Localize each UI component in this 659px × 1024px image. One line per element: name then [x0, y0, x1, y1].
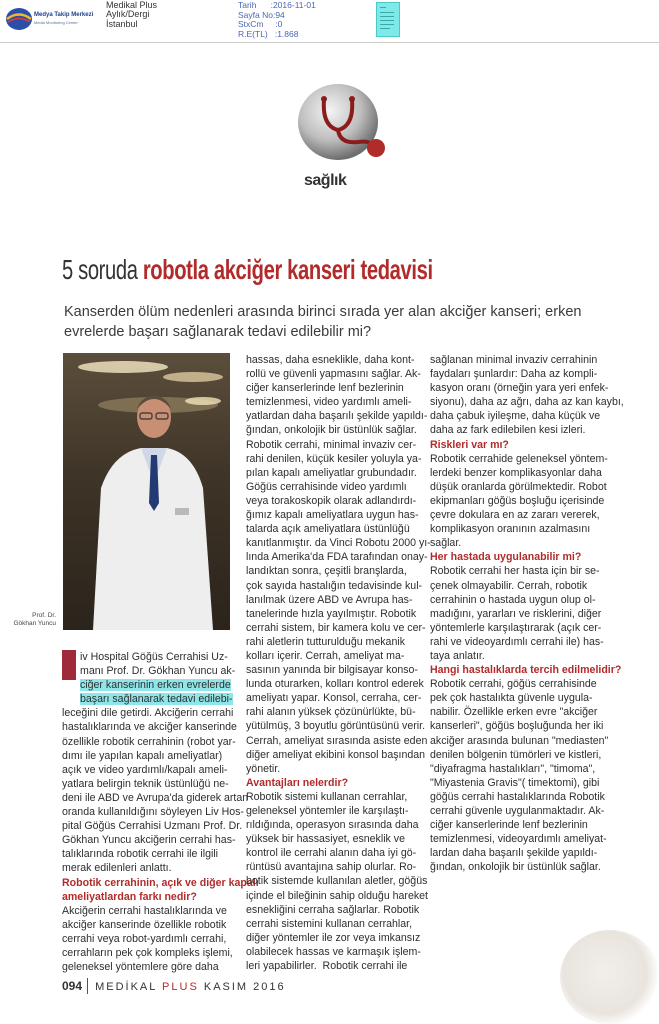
answer-5: Robotik cerrahi, göğüs cerrahisinde pek çok hastalıkta güvenle uygula- nabilir. Özellikle erken evre "akciğer kanserleri", göğüs boşluğunda her iki akciğer arasında bulunan "mediasten" denilen bölgenin tümörleri ve kistleri, "diyafragma hastalıkları", "timoma", "Miyastenia Gravis"( timektomi), gibi göğüs cerrahi hastalıklarında Robotik cerrahi güvenle uygulanmaktadır. Ak- ciğer kanserlerinde lenf bezlerinin temizlenmesi, videoyardımlı ameliyat- lardan daha başarılı şekilde yapıldı- ğından, onkolojik bir üstünlük sağlar. [430, 678, 609, 874]
logo-text: Medya Takip Merkezi Media Monitoring Center [34, 12, 94, 25]
column-3 [430, 353, 624, 874]
publication-frequency: Aylık/Dergi [106, 9, 150, 20]
globe-logo-icon [4, 6, 34, 32]
col1-line2: manı Prof. Dr. Gökhan Yuncu ak- [80, 665, 236, 678]
doctor-photo [63, 353, 230, 630]
page-footer [62, 979, 286, 993]
answer-2: Robotik sistemi kullanan cerrahlar, geleneksel yöntemler ile karşılaştı- rıldığında, operasyon sırasında daha yüksek bir hassasiyet, esneklik ve kontrol ile cerrahi alanın daha iyi gö- rüntüsü avantajına sahip olurlar. Ro- botik sistemde kullanılan aletler, göğüs içinde el bileğinin sahip olduğu hareket esnekliğini cerraha sağlarlar. Robotik cerrahi sistemini kullanan cerrahlar, diğer yöntemler ile zor veya imkansız olabilecek hassas ve karmaşık işlem- leri yapabilirler. Robotik cerrahi ile [246, 790, 428, 973]
section-label: sağlık [304, 172, 347, 189]
meta-page: Sayfa No:94 [238, 9, 285, 20]
article-lead: Kanserden ölüm nedenleri arasında birinci sırada yer alan akciğer kanseri; erken evrelerde başarı sağlanarak tedavi edilebilir mi? [64, 304, 582, 340]
answer-1: Akciğerin cerrahi hastalıklarında ve akciğer kanserinde özellikle robotik cerrahi veya robot-yardımlı cerrahi, cerrahların pek çok kompleks işlemi, geleneksel yöntemlere göre daha [62, 904, 233, 974]
highlight-span: ciğer kanserinin erken evrelerde [80, 679, 231, 692]
meta-re: R.E(TL) :1.868 [238, 28, 299, 39]
publication-city: İstanbul [106, 18, 138, 29]
col1-line1: iv Hospital Göğüs Cerrahisi Uz- [80, 651, 228, 663]
answer-3: Robotik cerrahide geleneksel yöntem- lerdeki benzer komplikasyonlar daha düşük oranlarda görülmektedir. Robot ekipmanları göğüs boşluğu içerisinde çevre dokulara en az zararı vererek, komplikasyon oranının azalmasını sağlar. [430, 452, 608, 550]
clipping-meta [238, 1, 316, 39]
question-5: Hangi hastalıklarda tercih edilmelidir? [430, 664, 622, 677]
question-2: Avantajları nelerdir? [246, 776, 349, 789]
col1-body: leceğini dile getirdi. Akciğerin cerrahi hastalıklarında ve akciğer kanserinde özellikle robotik cerrahinin (robot yar- dımı ile yapılan kapalı ameliyatlar) açık ve video yardımlı/kapalı ameli- yatlara belirgin teknik üstünlüğü ne- deni ile ABD ve Avrupa'da giderek artan oranda kullanıldığını söyleyen Liv Hos- pital Göğüs Cerrahisi Uzmanı Prof. Dr. Gökhan Yuncu akciğerin cerrahi has- talıklarında robotik cerrahi ile ilgili merak edilenleri anlattı. [62, 707, 249, 875]
page-thumbnail[interactable] [376, 2, 400, 37]
page-number: 094 [62, 979, 83, 993]
publication-name: Medikal Plus [106, 0, 158, 10]
doctor-portrait-image [63, 353, 230, 630]
footer-divider [87, 978, 88, 994]
publication-info [106, 1, 157, 29]
meta-date: Tarih :2016-11-01 [238, 0, 316, 10]
highlight-span: başarı sağlanarak tedavi edilebi- [80, 693, 233, 706]
col2-body: hassas, daha esneklikle, daha kont- rollü ve güvenli yapmasını sağlar. Ak- ciğer kanserlerinde lenf bezlerinin temizlenmesi, video yardımlı ameli- yatlardan daha başarılı şekilde yapıldı- ğından, onkolojik bir üstünlük sağlar. Robotik cerrahi, minimal invaziv cer- rahi denilen, küçük kesiler yoluyla ya- pılan kapalı ameliyatlar grubundadır. Göğüs cerrahisinde video yardımlı veya torakoskopik olarak adlandırdı- ğımız kapalı ameliyatlara uygun has- talarda açık ameliyatlara üstünlüğü kanıtlanmıştır. da Vinci Robotu 2000 yı- lında Amerika'da FDA tarafından onay- landıktan sonra, çeşitli branşlarda, çok sayıda hastalığın tedavisinde kul- lanılmak üzere ABD ve Avrupa has- tanelerinde hızla yayılmıştır. Robotik cerrahi sistem, bir kamera kolu ve cer- rahi aletlerin tutturulduğu mekanik kolları içerir. Cerrah, ameliyat ma- sasının yanında bir bilgisayar konso- lunda oturarken, kolları kontrol ederek ameliyatı yapar. Konsol, cerraha, cer- rahi alanın yüksek çözünürlükte, bü- yütülmüş, 3 boyutlu görüntüsünü verir. Cerrah, ameliyat sırasında asiste eden diğer ameliyat ekibini konsol başından yönetir. [246, 354, 431, 775]
photo-caption: Prof. Dr. Gökhan Yuncu [13, 612, 56, 627]
magazine-name: MEDİKAL PLUS KASIM 2016 [95, 981, 286, 993]
meta-stxcm: StxCm :0 [238, 19, 283, 29]
header-divider [0, 42, 659, 43]
column-1 [62, 650, 259, 974]
question-1: Robotik cerrahinin, açık ve diğer kapalı ameliyatlardan farkı nedir? [62, 876, 259, 903]
stethoscope-emblem-icon [294, 78, 390, 162]
answer-4: Robotik cerrahi her hasta için bir se- çenek olmayabilir. Cerrah, robotik cerrahinin o hastada uygun olup ol- madığını, yararları ve risklerini, diğer yöntemlerle karşılaştırarak (açık cer- rahi ve videoyardımlı cerrahi ile) has- taya anlatır. [430, 565, 604, 662]
watermark-graphic [560, 930, 659, 1024]
col3-body: sağlanan minimal invaziv cerrahinin faydaları şunlardır: Daha az kompli- kasyon oranı (örneğin yara yeri enfek- siyonu), daha az ağrı, daha az kan kaybı, daha çabuk iyileşme, daha küçük ve daha az fark edilebilen kesi izleri. [430, 354, 624, 437]
question-3: Riskleri var mı? [430, 438, 509, 451]
clipping-header [0, 0, 659, 44]
question-4: Her hastada uygulanabilir mi? [430, 551, 582, 564]
article-title: 5 soruda robotla akciğer kanseri tedavisi [62, 254, 433, 285]
column-2 [246, 353, 431, 973]
